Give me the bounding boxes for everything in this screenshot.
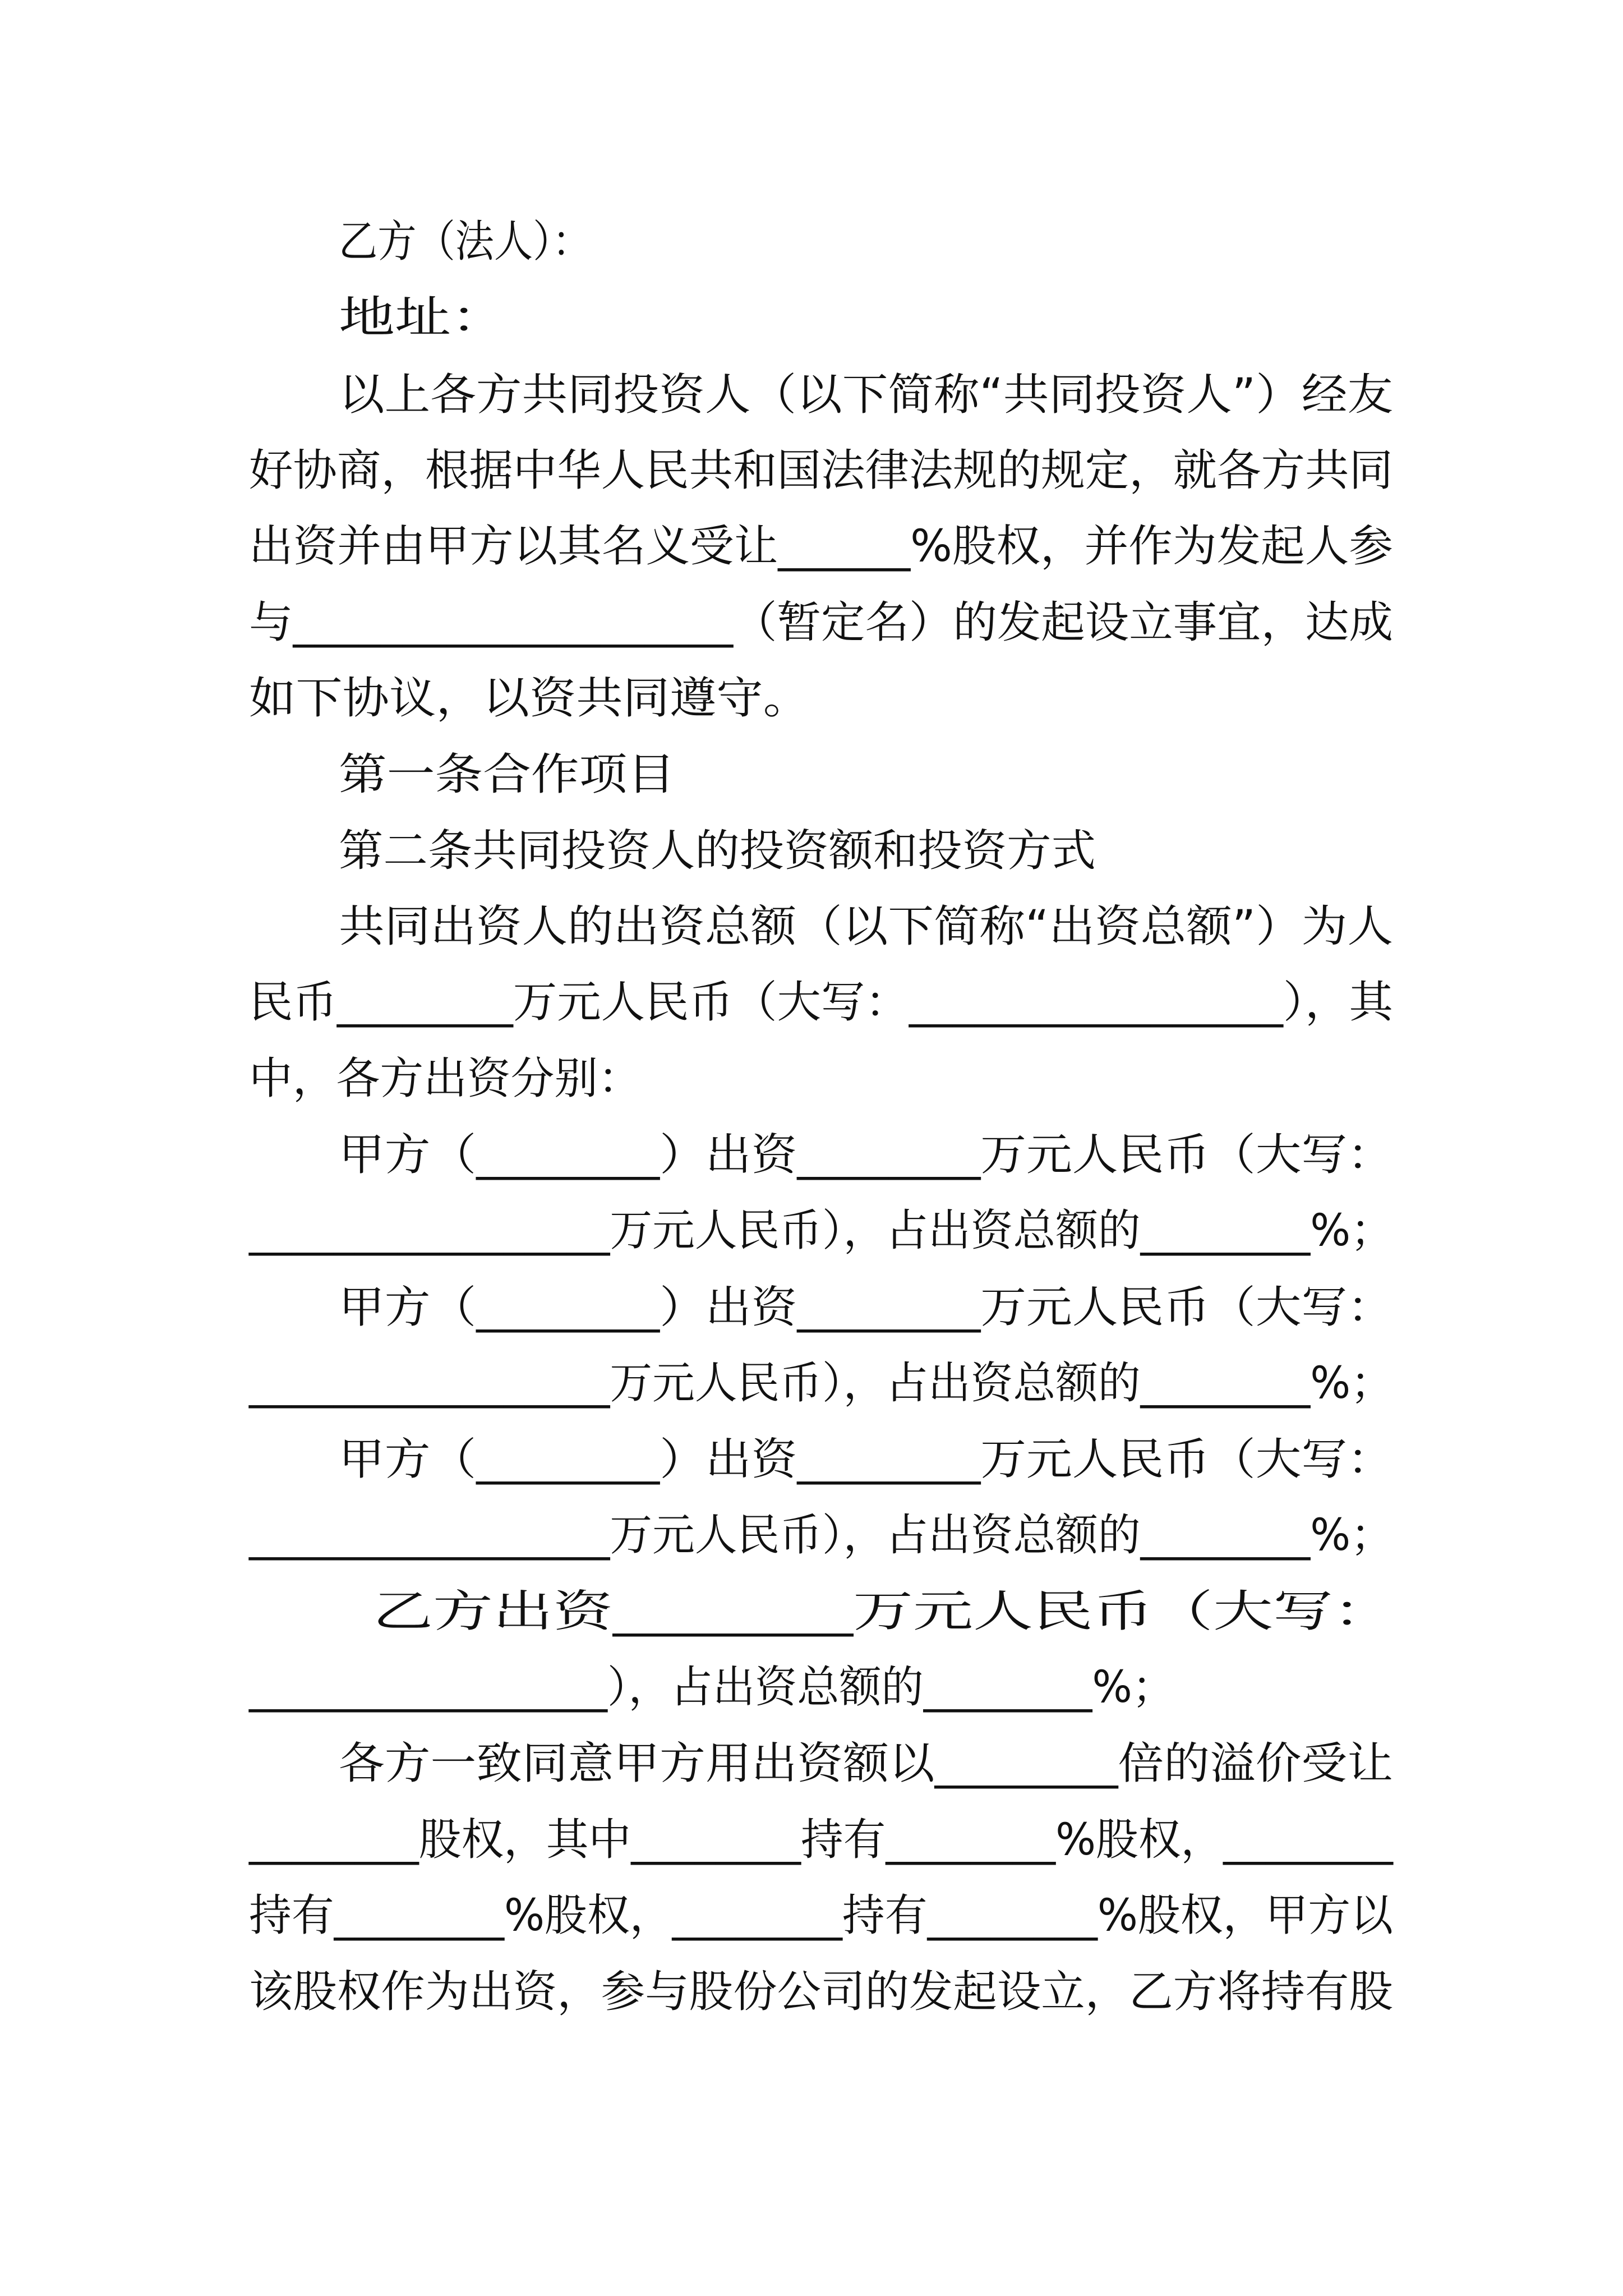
party-b-legal-person-line: 乙方（法人）： [339,217,591,267]
paragraph-line: 出资并由甲方以其名义受让______%股权，并作为发起人参 [249,521,1393,572]
contribution-line: _________________万元人民币），占出资总额的________%； [249,1510,1393,1561]
contribution-line: _________________万元人民币），占出资总额的________%； [249,1205,1393,1256]
contribution-line: 甲方（________）出资________万元人民币（大写： [339,1282,1393,1333]
contribution-line: 甲方（________）出资________万元人民币（大写： [339,1130,1393,1180]
paragraph-line: 与____________________（暂定名）的发起设立事宜，达成 [249,597,1393,648]
contribution-line: _________________万元人民币），占出资总额的________%； [249,1358,1393,1409]
article-1-heading: 第一条合作项目 [339,749,676,800]
contribution-line: _________________），占出资总额的________%； [249,1662,1174,1713]
article-2-heading: 第二条共同投资人的投资额和投资方式 [339,826,1096,876]
paragraph-line: ________股权，其中________持有________%股权，________ [249,1815,1393,1865]
paragraph-line: 好协商，根据中华人民共和国法律法规的规定，就各方共同 [249,445,1393,496]
paragraph-line: 共同出资人的出资总额（以下简称“出资总额”）为人 [339,901,1394,952]
paragraph-line: 以上各方共同投资人（以下简称“共同投资人”）经友 [339,370,1394,420]
contribution-line: 甲方（________）出资________万元人民币（大写： [339,1434,1393,1485]
contribution-line: 乙方出资________万元人民币（大写： [373,1586,1394,1637]
paragraph-line: 民币________万元人民币（大写：_________________），其 [249,977,1393,1028]
paragraph-line: 中，各方出资分别： [249,1053,642,1104]
paragraph-line: 持有________%股权，________持有________%股权，甲方以 [249,1890,1393,1941]
paragraph-line: 如下协议，以资共同遵守。 [249,673,810,724]
address-line: 地址： [339,292,508,343]
paragraph-line: 该股权作为出资，参与股份公司的发起设立，乙方将持有股 [249,1967,1393,2017]
paragraph-line: 各方一致同意甲方用出资额以________倍的溢价受让 [339,1738,1393,1789]
